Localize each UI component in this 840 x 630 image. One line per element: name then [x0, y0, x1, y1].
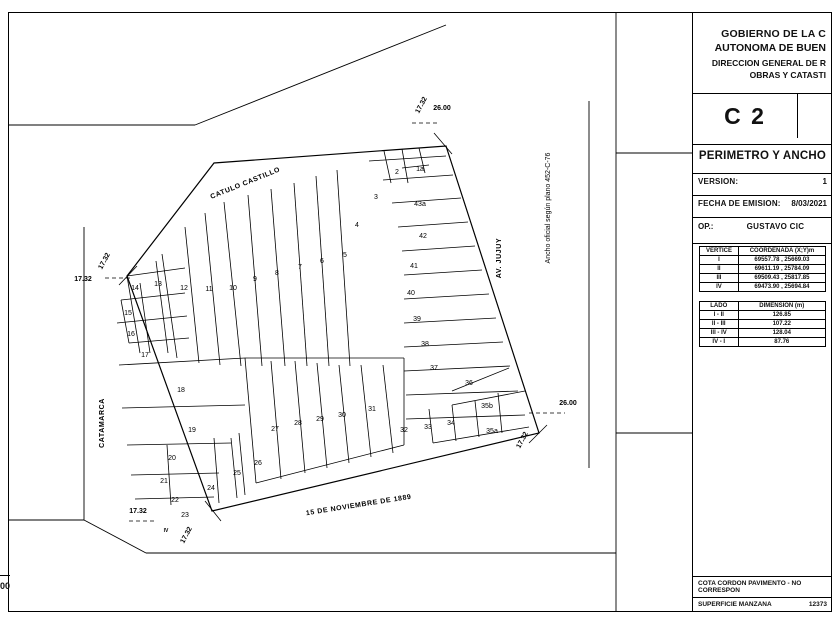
svg-text:28: 28	[294, 420, 302, 427]
svg-text:15: 15	[124, 310, 132, 317]
svg-text:1a: 1a	[416, 166, 424, 173]
svg-text:23: 23	[181, 512, 189, 519]
svg-text:9: 9	[253, 276, 257, 283]
svg-text:5: 5	[343, 252, 347, 259]
coord-value: 69557.78 , 25669.03	[738, 256, 825, 265]
svg-text:26.00: 26.00	[433, 105, 451, 112]
svg-text:34: 34	[447, 420, 455, 427]
drawing-area	[9, 13, 692, 611]
svg-text:27: 27	[271, 426, 279, 433]
organization-header	[693, 13, 832, 87]
block-code-extra	[798, 94, 832, 138]
svg-text:15 DE NOVIEMBRE DE 1889: 15 DE NOVIEMBRE DE 1889	[305, 493, 413, 518]
table-row	[700, 283, 826, 292]
date-value: 8/03/2021	[791, 199, 827, 209]
coord-header-coordenada: COORDENADA (X;Y)m	[738, 247, 825, 256]
cadastral-plan-svg	[9, 13, 692, 611]
svg-text:29: 29	[316, 416, 324, 423]
side-header-dimension: DIMENSION (m)	[738, 302, 826, 311]
svg-text:17.32: 17.32	[97, 251, 112, 271]
svg-text:32: 32	[400, 427, 408, 434]
coord-value: 69473.90 , 25694.84	[738, 283, 825, 292]
svg-text:13: 13	[154, 281, 162, 288]
svg-text:10: 10	[229, 285, 237, 292]
svg-text:3: 3	[374, 194, 378, 201]
table-header-row	[700, 302, 826, 311]
svg-text:17: 17	[141, 352, 149, 359]
svg-text:17.32: 17.32	[515, 430, 530, 450]
table-row	[700, 320, 826, 329]
document-title: PERIMETRO Y ANCHO	[698, 150, 827, 163]
svg-text:21: 21	[160, 478, 168, 485]
side-dimension-table	[699, 301, 826, 347]
svg-text:24: 24	[207, 485, 215, 492]
operator-label: OP.:	[698, 222, 714, 232]
svg-text:14: 14	[131, 285, 139, 292]
svg-text:39: 39	[413, 316, 421, 323]
svg-text:AV. JUJUY: AV. JUJUY	[496, 237, 503, 279]
side-dimension: 126.85	[738, 311, 826, 320]
svg-text:18: 18	[177, 387, 185, 394]
stray-dimension-text: 00	[0, 581, 11, 591]
svg-text:11: 11	[205, 286, 213, 293]
divider-6	[693, 243, 832, 244]
side-lado: IV - I	[700, 338, 739, 347]
surface-row	[693, 598, 832, 611]
svg-text:26: 26	[254, 460, 262, 467]
coord-vertice: II	[700, 265, 739, 274]
org-line-4: OBRAS Y CATASTI	[749, 69, 826, 80]
version-label: VERSION:	[698, 177, 739, 187]
side-header-lado: LADO	[700, 302, 739, 311]
coordinate-table	[699, 246, 826, 292]
table-row	[700, 329, 826, 338]
coord-header-vertice: VERTICE	[700, 247, 739, 256]
svg-text:22: 22	[171, 497, 179, 504]
svg-text:CATAMARCA: CATAMARCA	[99, 398, 106, 448]
coord-vertice: I	[700, 256, 739, 265]
stray-dimension-line	[0, 575, 10, 576]
surface-label: SUPERFICIE MANZANA	[698, 601, 772, 608]
svg-text:17.32: 17.32	[129, 508, 147, 515]
version-value: 1	[822, 177, 827, 187]
svg-text:35a: 35a	[486, 428, 498, 435]
table-row	[700, 274, 826, 283]
svg-text:25: 25	[233, 470, 241, 477]
operator-row	[693, 218, 832, 237]
cordon-label: COTA CORDON PAVIMENTO - NO CORRESPON	[698, 580, 802, 594]
svg-text:2: 2	[395, 169, 399, 176]
coord-vertice: III	[700, 274, 739, 283]
svg-text:40: 40	[407, 290, 415, 297]
title-block-footer	[693, 576, 832, 611]
svg-text:19: 19	[188, 427, 196, 434]
table-row	[700, 338, 826, 347]
table-row	[700, 265, 826, 274]
svg-text:CATULO CASTILLO: CATULO CASTILLO	[209, 166, 282, 201]
side-dimension: 107.22	[738, 320, 826, 329]
side-lado: III - IV	[700, 329, 739, 338]
side-lado: I - II	[700, 311, 739, 320]
version-row	[693, 174, 832, 189]
svg-text:17.32: 17.32	[179, 525, 194, 545]
svg-text:6: 6	[320, 258, 324, 265]
svg-text:41: 41	[410, 263, 418, 270]
svg-text:17.32: 17.32	[74, 276, 92, 283]
side-dimension: 87.76	[738, 338, 826, 347]
cordon-row	[693, 577, 832, 597]
surface-value: 12373	[808, 601, 827, 608]
date-label: FECHA DE EMISION:	[698, 199, 781, 209]
title-block	[693, 13, 832, 611]
svg-text:8: 8	[275, 270, 279, 277]
block-code-row	[693, 94, 832, 138]
block-code: C 2	[724, 102, 766, 129]
date-row	[693, 196, 832, 211]
coord-value: 69509.43 , 25817.85	[738, 274, 825, 283]
table-spacer	[693, 292, 832, 299]
svg-text:Ancho oficial según plano 452-: Ancho oficial según plano 452-C-76	[545, 152, 552, 264]
side-dimension: 128.04	[738, 329, 826, 338]
svg-text:20: 20	[168, 455, 176, 462]
svg-text:33: 33	[424, 424, 432, 431]
svg-text:26.00: 26.00	[559, 400, 577, 407]
org-line-1: GOBIERNO DE LA C	[721, 28, 826, 40]
org-line-3: DIRECCION GENERAL DE R	[711, 58, 826, 69]
svg-text:42: 42	[419, 233, 427, 240]
svg-text:31: 31	[368, 406, 376, 413]
svg-text:12: 12	[180, 285, 188, 292]
svg-text:43a: 43a	[414, 201, 426, 208]
table-header-row	[700, 247, 826, 256]
svg-text:38: 38	[421, 341, 429, 348]
coord-value: 69611.19 , 25784.09	[738, 265, 825, 274]
table-row	[700, 256, 826, 265]
svg-text:16: 16	[127, 331, 135, 338]
operator-value: GUSTAVO CIC	[746, 222, 805, 232]
svg-text:IV: IV	[163, 528, 169, 534]
side-lado: II - III	[700, 320, 739, 329]
svg-text:36: 36	[465, 380, 473, 387]
svg-text:35b: 35b	[481, 403, 493, 410]
svg-text:37: 37	[430, 365, 438, 372]
svg-text:4: 4	[355, 222, 359, 229]
table-row	[700, 311, 826, 320]
svg-text:30: 30	[338, 412, 346, 419]
coord-vertice: IV	[700, 283, 739, 292]
svg-text:17.32: 17.32	[414, 95, 429, 115]
org-line-2: AUTONOMA DE BUEN	[714, 42, 826, 55]
svg-text:7: 7	[298, 264, 302, 271]
